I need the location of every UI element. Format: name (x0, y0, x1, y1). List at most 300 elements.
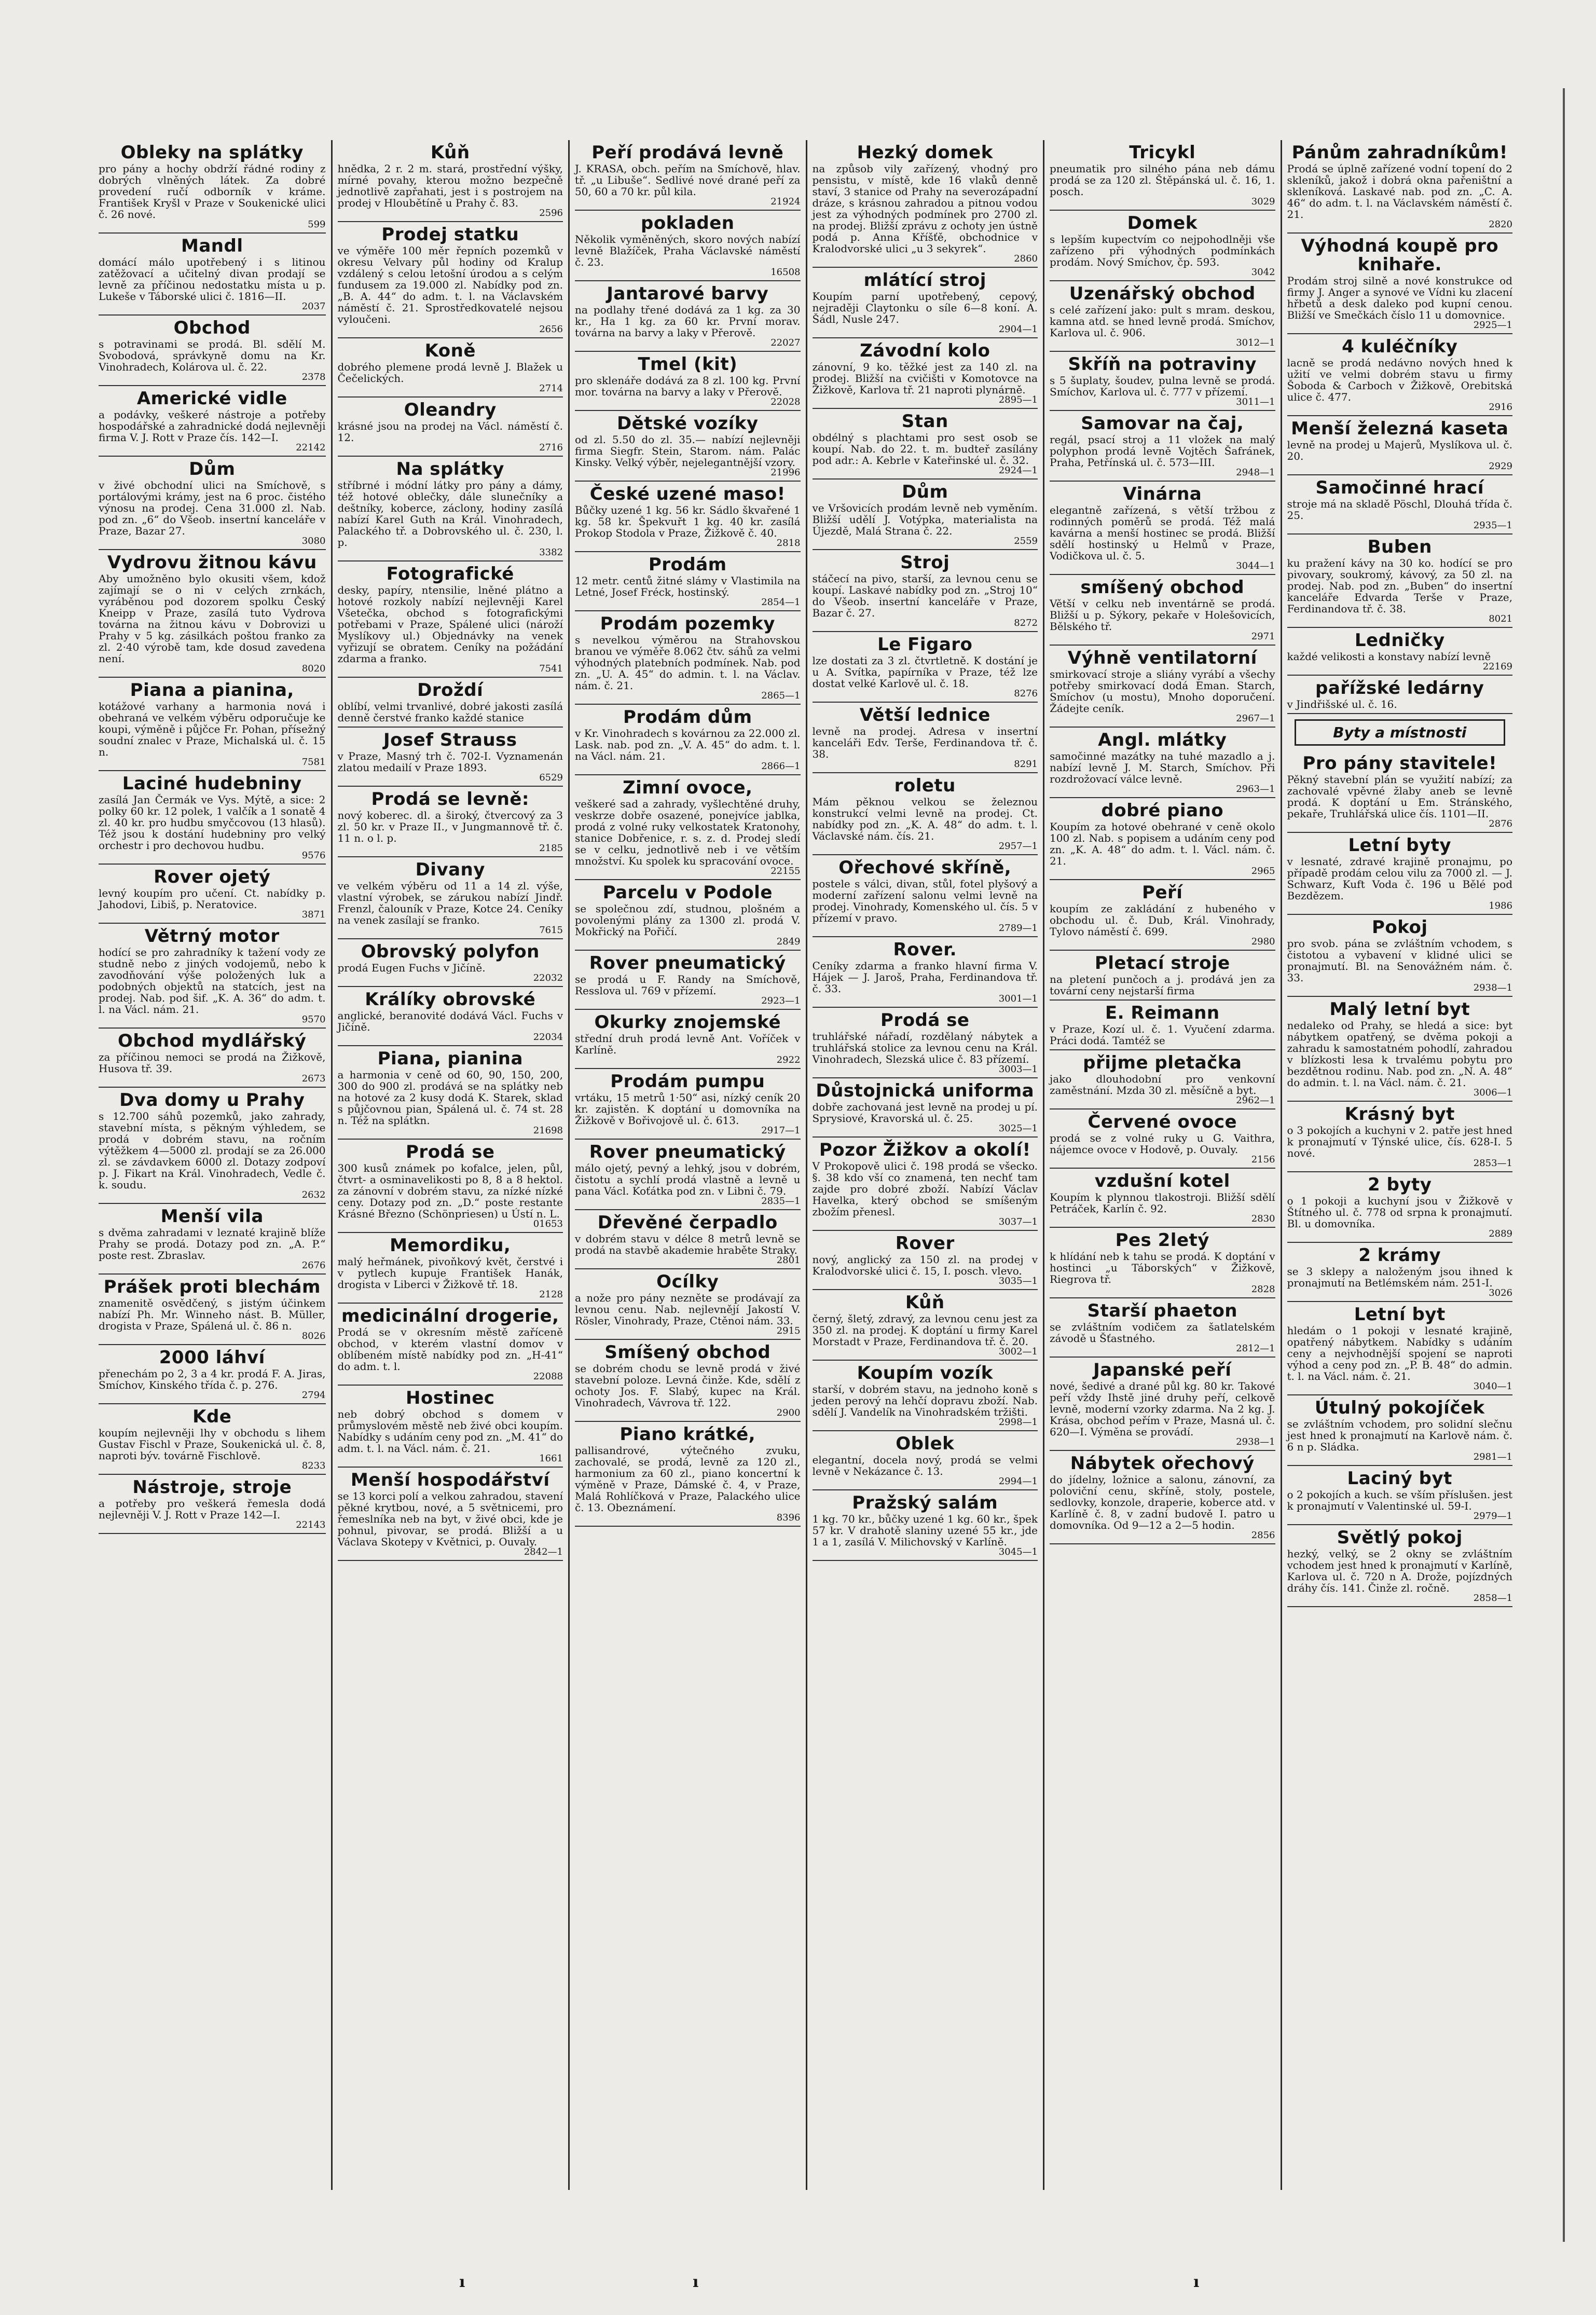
ad-number: 22155 (771, 866, 801, 876)
ad-heading: Samočinné hrací (1315, 477, 1484, 498)
ad-heading: dobré piano (1101, 800, 1224, 821)
classified-ad (1050, 1358, 1275, 1451)
ad-heading: Rover. (893, 939, 957, 960)
ad-heading: Hezký domek (857, 142, 993, 163)
classified-ad (1050, 1050, 1275, 1109)
classified-ad (338, 1386, 563, 1468)
ad-number: 3045—1 (998, 1546, 1038, 1557)
ad-heading: Tricykl (1129, 142, 1196, 163)
classified-ad (813, 140, 1038, 268)
ad-heading: Vinárna (1123, 484, 1202, 504)
ad-heading: Menší vila (160, 1206, 264, 1227)
classified-ad (338, 561, 563, 678)
classified-ad (813, 550, 1038, 632)
ad-body: se dobrém chodu se levně prodá v živé stavební poloze. Levná činže. Kde, sdělí z ochoty Jos. F. Slabý, kupec na Král. Vinohradech, Vávrova tř. 122. (575, 1362, 801, 1409)
classified-ad (813, 1490, 1038, 1561)
classified-ad (338, 857, 563, 939)
ad-heading: Kůň (430, 142, 470, 163)
ad-number: 2714 (539, 383, 563, 394)
classified-ad (99, 234, 326, 316)
ad-number: 2559 (1014, 536, 1038, 546)
ad-body: hodící se pro zahradníky k tažení vody ze studně nebo z jiných vodojemů, nebo k zavodňování výše položených luk a podobných objektů na statcích, jest na prodej. Nab. pod šif. „K. A. 36“ do adm. t. l. na Václ. nám. 21. (99, 946, 326, 1016)
ad-body: Větší v celku neb inventárně se prodá. Bližší u p. Sýkory, pekaře v Holešovicích, Bělského tř. (1050, 597, 1275, 633)
ad-number: 2185 (539, 843, 563, 854)
classified-ad (99, 457, 326, 550)
ad-body: se zvláštním vodičem za šatlatelském závodě u Šťastného. (1050, 1321, 1275, 1345)
ad-body: 300 kusů známek po kofalce, jelen, půl, čtvrt- a osminavelikosti po 8, 8 a 8 hektol. za zánovní v dobrém stavu, za nízké nízké ceny. Dotazy pod zn. „D.“ poste restante Krásné Březno (Schönpriesen) u Ústí n. L. (337, 1162, 563, 1220)
classified-ad (1050, 352, 1275, 411)
ad-number: 2971 (1251, 631, 1275, 642)
page-mark: ı (1193, 2273, 1200, 2291)
classified-ad (99, 865, 326, 924)
ad-column (1043, 140, 1281, 2190)
ad-column (93, 140, 331, 2190)
ad-body: levně na prodej u Majerů, Myslíkova ul. č. 20. (1287, 439, 1512, 462)
ad-number: 2789—1 (998, 923, 1038, 934)
ad-heading: Parcelu v Podole (602, 882, 773, 903)
classified-ad (338, 457, 563, 561)
ad-body: na pletení punčoch a j. prodává jen za tovární ceny nejstarší firma (1050, 973, 1275, 997)
ad-heading: Domek (1127, 213, 1198, 234)
ad-heading: Peří (1142, 882, 1183, 903)
ad-body: o 1 pokoji a kuchyní jsou v Žižkově v Štítného ul. č. 778 od srpna k pronajmutí. Bl. u domovníka. (1287, 1195, 1512, 1230)
ad-heading: 2 byty (1368, 1174, 1432, 1195)
ad-number: 3006—1 (1473, 1087, 1512, 1098)
ad-number: 3012—1 (1236, 337, 1275, 348)
ad-heading: Pletací stroje (1094, 953, 1230, 974)
ad-body: desky, papíry, ntensilie, lněné plátno a hotové rozkoly nabízí nejlevněji Karel Všetečka, obchod s fotografickými potřebami v Praze, Spálené ulici (nároží Myslíkovy ul.) Objednávky na venek vyřizují se obratem. Ceníky na požádání zdarma a franko. (337, 584, 563, 665)
ad-heading: Na splátky (396, 459, 504, 480)
ad-body: obdélný s plachtami pro sest osob se koupí. Nab. do 22. t. m. budteř zasílány pod adr.: A. Kebrle v Kateřinské ul. č. 32. (812, 431, 1038, 467)
ad-body: černý, šletý, zdravý, za levnou cenu jest za 350 zl. na prodej. K doptání u firmy Karel Morstadt v Praze, Ferdinandova tř. č. 20. (812, 1312, 1038, 1348)
classified-ad (338, 140, 563, 222)
ad-number: 16508 (771, 267, 801, 278)
ad-heading: E. Reimann (1105, 1003, 1220, 1023)
ad-number: 7615 (539, 925, 563, 936)
ad-number: 8396 (776, 1512, 801, 1523)
ad-heading: Krásný byt (1344, 1104, 1455, 1125)
ad-body: pneumatik pro silného pána neb dámu prodá se za 120 zl. Štěpánská ul. č. 16, 1. posch. (1050, 162, 1275, 198)
ad-body: nedaleko od Prahy, se hledá a sice: byt nábytkem opatřený, se dvěma pokoji a zahradu k samostatném pohodlí, zahradou v blízkosti lesa k trvalému pobytu pro bezdětnou rodinu. Nab. pod zn. „N. A. 48“ do admin. t. l. na Václ. nám. č. 21. (1287, 1019, 1512, 1089)
ad-number: 8272 (1014, 618, 1038, 628)
ad-number: 2632 (301, 1189, 326, 1200)
ad-heading: Malý letní byt (1329, 999, 1470, 1020)
ad-heading: Stan (901, 411, 948, 432)
ad-body: se prodá u F. Randy na Smíchově, Resslova ul. 769 v přízemí. (575, 973, 801, 997)
ad-heading: Stroj (900, 552, 950, 573)
ad-body: se zvláštním vchodem, pro solidní slečnu jest hned k pronajmutí na Karlově nám. č. 6 n p. Sládka. (1287, 1418, 1512, 1453)
classified-ad (575, 411, 801, 482)
ad-heading: Větrný motor (144, 926, 280, 947)
ad-heading: Prodá se (880, 1010, 970, 1031)
ad-heading: Josef Strauss (383, 730, 517, 750)
ad-heading: přijme pletačka (1083, 1052, 1242, 1073)
classified-ad (575, 1010, 801, 1069)
ad-heading: Dřevěné čerpadlo (597, 1212, 778, 1233)
ad-number: 22028 (771, 396, 801, 407)
ad-number: 01653 (533, 1218, 563, 1229)
classified-ad (338, 678, 563, 728)
ad-number: 2938—1 (1473, 982, 1512, 993)
ad-body: v Jindřišské ul. č. 16. (1287, 698, 1397, 710)
ad-number: 2980 (1251, 936, 1275, 947)
ad-heading: Pražský salám (852, 1492, 998, 1513)
ad-heading: Memordiku, (390, 1235, 511, 1256)
ad-body: regál, psací stroj a 11 vložek na malý polyphon prodá levně Vojtěch Šafránek, Praha, Petřínská ul. č. 573—III. (1050, 433, 1275, 469)
ad-column (806, 140, 1043, 2190)
classified-ad (813, 937, 1038, 1008)
ad-number: 22032 (533, 972, 563, 983)
ad-body: a podávky, veškeré nástroje a potřeby hospodářské a zahradnické dodá nejlevněji firma V. J. Rott v Praze čís. 142—I. (99, 408, 326, 444)
ad-number: 3044—1 (1236, 560, 1275, 571)
ad-heading: Útulný pokojíček (1314, 1398, 1485, 1418)
ad-heading: Obleky na splátky (120, 142, 304, 163)
ad-column (1281, 140, 1518, 2190)
ad-heading: Piana a pianina, (130, 680, 294, 701)
classified-ad (1050, 575, 1275, 646)
classified-ad (1287, 140, 1513, 234)
ad-body: krásné jsou na prodej na Václ. náměstí č. 12. (337, 420, 563, 444)
classified-ad (1287, 833, 1513, 915)
classified-ad (338, 939, 563, 987)
ad-heading: Pro pány stavitele! (1302, 753, 1497, 774)
classified-ad (99, 1345, 326, 1404)
classified-ad (99, 140, 326, 234)
classified-ad (99, 1088, 326, 1204)
classified-ad (99, 386, 326, 457)
classified-ad (1287, 1243, 1513, 1302)
ad-heading: Dům (902, 482, 948, 502)
ad-number: 2830 (1251, 1213, 1275, 1224)
classified-ad (575, 1422, 801, 1527)
ad-body: dobrého plemene prodá levně J. Blažek u Čečelických. (337, 361, 563, 385)
classified-ad (1287, 475, 1513, 535)
ad-body: jako dlouhodobní pro venkovní zaměstnání. Mzda 30 zl. měsíčně a byt. (1050, 1073, 1275, 1097)
ad-number: 2965 (1251, 866, 1275, 876)
ad-body: Prodá se úplně zařízené vodní topení do 2 skleníků, jakož i dobrá okna pařeništní a skleníková. Laskavé nab. pod zn. „C. A. 46“ do adm. t. l. na Václavském náměstí č. 21. (1287, 162, 1512, 221)
ad-body: s lepším kupectvím co nejpohodlněji vše zařízeno při výhodných podmínkách prodám. Nový Smíchov, čp. 593. (1050, 233, 1275, 268)
ad-heading: Samovar na čaj, (1081, 413, 1244, 434)
classified-ad (575, 281, 801, 352)
ad-heading: Rover pneumatický (589, 1142, 786, 1162)
ad-body: Několik vyměněných, skoro nových nabízí levně Blažíček, Praha Václavské náměstí č. 23. (575, 233, 801, 268)
ad-heading: Dětské vozíky (616, 413, 759, 434)
ad-number: 2860 (1014, 253, 1038, 264)
classified-ad (338, 1140, 563, 1233)
ad-number: 8020 (301, 663, 326, 674)
ad-number: 2967—1 (1236, 713, 1275, 724)
ad-number: 2037 (301, 301, 326, 312)
ad-body: koupím nejlevněji lhy v obchodu s lihem Gustav Fischl v Praze, Soukenická ul. č. 8, naproti býv. továrně Fischlově. (99, 1427, 326, 1462)
ad-body: smirkovací stroje a sliány vyrábí a všechy potřeby smirkovací dodá Eman. Starch, Smíchov (u mostu), Mnoho doporučení. Žádejte ceník. (1050, 668, 1275, 715)
ad-number: 2922 (776, 1054, 801, 1065)
classified-ad (338, 1046, 563, 1140)
ad-number: 21698 (533, 1125, 563, 1136)
ad-heading: České uzené maso! (589, 484, 786, 504)
ad-number: 2656 (539, 324, 563, 335)
classified-ad (813, 632, 1038, 703)
classified-ad (575, 482, 801, 552)
ad-heading: Světlý pokoj (1337, 1527, 1463, 1548)
ad-number: 2596 (539, 208, 563, 218)
classified-ad (575, 211, 801, 281)
ad-number: 22142 (296, 442, 326, 453)
ad-number: 2858—1 (1473, 1593, 1512, 1604)
ad-number: 8291 (1014, 759, 1038, 770)
ad-heading: Obchod mydlářský (118, 1031, 307, 1051)
ad-number: 2923—1 (761, 995, 801, 1006)
classified-ad (1287, 751, 1513, 833)
ad-body: levný koupím pro učení. Ct. nabídky p. Jahodovi, Libiš, p. Neratovice. (99, 887, 326, 911)
ad-body: nový koberec. dl. a široký, čtvercový za 3 zl. 50 kr. v Praze II., v Jungmannově tř. č. 11 n. o l. p. (337, 809, 563, 844)
ad-body: s potravinami se prodá. Bl. sdělí M. Svobodová, správkyně domu na Kr. Vinohradech, Kolárova ul. č. 22. (99, 338, 326, 373)
ad-number: 3025—1 (998, 1123, 1038, 1134)
classified-ad (813, 1431, 1038, 1490)
ad-body: o 2 pokojích a kuch. se vším příslušen. jest k pronajmutí v Valentinské ul. 59-I. (1287, 1488, 1512, 1512)
ad-body: anglické, beranovité dodává Václ. Fuchs v Jičíně. (337, 1009, 563, 1033)
ad-number: 2916 (1489, 402, 1512, 413)
ad-body: ve výměře 100 měr řepních pozemků v okresu Velvary půl hodiny od Kralup vzdálený s celou letošní úrodou a s celým fundusem za 19.000 zl. Nabídky pod zn. „B. A. 44“ do adm. t. l. na Václavském náměstí č. 21. Sprostředkovatelé nejsou vyloučeni. (337, 244, 563, 325)
ad-number: 2794 (301, 1390, 326, 1401)
ad-number: 9570 (301, 1014, 326, 1025)
ad-number: 8276 (1014, 688, 1038, 699)
ad-heading: Piana, pianina (377, 1048, 523, 1069)
classified-ad (338, 398, 563, 457)
ad-heading: 2000 láhví (159, 1347, 265, 1368)
classified-ad (813, 1361, 1038, 1431)
ad-body: neb dobrý obchod s domem v průmyslovém městě neb živé obci koupím. Nabídky s udáním ceny pod zn. „M. 41“ do adm. t. l. na Václ. nám. č. 21. (337, 1408, 563, 1455)
ad-body: elegantní, docela nový, prodá se velmi levně v Nekázance č. 13. (812, 1454, 1038, 1477)
classified-ad (1050, 1298, 1275, 1358)
classified-ad (1050, 211, 1275, 281)
ad-heading: Buben (1367, 537, 1432, 557)
ad-body: na podlahy třené dodává za 1 kg. za 30 kr., Ha 1 kg. za 60 kr. První morav. továrna na barvy a laky v Přerově. (575, 304, 801, 339)
ad-heading: Nábytek ořechový (1070, 1453, 1255, 1474)
classified-ad (575, 775, 801, 880)
ad-heading: Nástroje, stroje (132, 1477, 292, 1498)
ad-number: 2889 (1489, 1228, 1512, 1239)
ad-number: 2963—1 (1236, 784, 1275, 795)
ad-heading: Vydrovu žitnou kávu (107, 552, 317, 573)
ad-heading: Japanské peří (1093, 1360, 1232, 1380)
ad-number: 2128 (539, 1289, 563, 1300)
ad-body: se 3 sklepy a naloženým jsou ihned k pronajmutí na Betlémském nám. 251-I. (1287, 1265, 1512, 1289)
classified-ad (338, 222, 563, 338)
ad-number: 2925—1 (1473, 320, 1512, 331)
ad-number: 8026 (301, 1331, 326, 1341)
classified-ad (338, 728, 563, 787)
classified-ad (575, 1210, 801, 1269)
classified-ad (813, 773, 1038, 855)
ad-column (568, 140, 806, 2190)
ad-body: zánovní, 9 ko. těžké jest za 140 zl. na prodej. Bližší na cvičišti v Komotovce na Žižkově, Karlova tř. 21 naproti plynárně. (812, 361, 1038, 396)
ad-number: 2962—1 (1236, 1095, 1275, 1106)
ad-number: 3026 (1489, 1287, 1512, 1298)
classified-ad (1287, 1466, 1513, 1525)
ad-heading: Uzenářský obchod (1069, 283, 1256, 304)
ad-body: nové, šedivé a drané půl kg. 80 kr. Takové peří vždy Ihstě jiné druhy peří, celkově levně, moderní vzorky zdarma. Na 2 kg. J. Krása, obchod peřím v Praze, Masná ul. č. 620—I. Výměna se provádí. (1050, 1380, 1275, 1438)
classified-ad (99, 1029, 326, 1088)
ad-body: s nevelkou výměrou na Strahovskou branou ve výměře 8.062 čtv. sáhů za velmi výhodných platebních podmínek. Nab. pod zn. „U. A. 45“ do admin. t. l. na Václav. nám. č. 21. (575, 634, 801, 692)
ad-heading: Angl. mlátky (1098, 730, 1227, 750)
ad-heading: Le Figaro (877, 634, 973, 655)
ad-number: 2979—1 (1473, 1511, 1512, 1522)
ad-number: 2818 (776, 538, 801, 549)
classified-ad (1050, 1109, 1275, 1169)
ad-number: 2915 (776, 1325, 801, 1336)
ad-heading: Ocílky (656, 1271, 719, 1292)
ad-heading: Výhně ventilatorní (1067, 648, 1257, 668)
classified-ad (1287, 234, 1513, 334)
classified-ad (338, 1468, 563, 1561)
ad-body: samočinné mazátky na tuhé mazadlo a j. nabízí levně J. M. Starch, Smíchov. Při rozdrožovací válce levně. (1050, 750, 1275, 785)
classified-ad (813, 1231, 1038, 1290)
ad-body: za příčinou nemoci se prodá na Žižkově, Husova tř. 39. (99, 1051, 326, 1075)
ad-heading: Droždí (417, 680, 484, 701)
ad-number: 2856 (1251, 1530, 1275, 1541)
ad-number: 2957—1 (998, 841, 1038, 852)
ad-body: znamenitě osvědčený, s jistým účinkem nabízí Ph. Mr. Winneho nást. B. Müller, drogista v Praze, Spálená ul. č. 86 n. (99, 1297, 326, 1332)
classified-ad (1287, 628, 1513, 676)
classified-ad (338, 338, 563, 398)
ad-body: v živé obchodní ulici na Smíchově, s portálovými krámy, jest na 6 proc. čistého výnosu na prodej. Cena 31.000 zl. Nab. pod zn. „6“ do Všeob. insertní kanceláře v Praze, Bazar 27. (99, 479, 326, 537)
ad-heading: Králíky obrovské (365, 989, 536, 1010)
classified-ad (99, 678, 326, 771)
ad-body: v Kr. Vinohradech s kovárnou za 22.000 zl. Lask. nab. pod zn. „V. A. 45“ do adm. t. l. na Václ. nám. 21. (575, 727, 801, 762)
ad-heading: Okurky znojemské (594, 1012, 781, 1033)
ad-number: 3042 (1251, 267, 1275, 278)
ad-number: 2835—1 (761, 1196, 801, 1207)
ad-number: 2929 (1489, 461, 1512, 472)
ad-heading: Prodám pozemky (600, 613, 775, 634)
ad-number: 2938—1 (1236, 1436, 1275, 1447)
classified-ad (813, 1290, 1038, 1361)
ad-heading: Závodní kolo (860, 340, 990, 361)
ad-number: 8233 (301, 1460, 326, 1471)
ad-heading: Výhodná koupě pro knihaře. (1301, 236, 1499, 275)
ad-heading: Koupím vozík (857, 1363, 993, 1383)
classified-ad (575, 1340, 801, 1422)
page-edge (1563, 88, 1565, 2242)
ad-number: 2981—1 (1473, 1451, 1512, 1462)
ad-number: 22034 (533, 1032, 563, 1043)
ad-number: 2853—1 (1473, 1158, 1512, 1169)
ad-heading: mlátící stroj (863, 270, 986, 291)
ad-body: lacně se prodá nedávno nových hned k užití ve velmi dobrém stavu u firmy Šoboda & Carboch v Žižkově, Orebitská ulice č. 477. (1287, 357, 1512, 403)
classified-ad (1050, 1001, 1275, 1050)
ad-body: s celé zařízení jako: pult s mram. deskou, kamna atd. se hned levně prodá. Smíchov, Karlova ul. č. 906. (1050, 304, 1275, 339)
classified-ad (338, 1304, 563, 1386)
ad-number: 3002—1 (998, 1346, 1038, 1357)
classified-ad (1050, 951, 1275, 1001)
ad-body: se společnou zdí, studnou, plošném a povolenými plány za 1300 zl. prodá V. Mokřický na Pořičí. (575, 902, 801, 938)
ad-body: v dobrém stavu v délce 8 metrů levně se prodá na stavbě akademie hraběte Straky. (575, 1232, 801, 1256)
ad-body: s dvěma zahradami v leznaté krajině blíže Prahy se prodá. Dotazy pod zn. „A. P.“ poste rest. Zbraslav. (99, 1226, 326, 1262)
ad-body: Aby umožněno bylo okusiti všem, kdož zajímají se o ni v celých zrnkách, vyráběnou pod dozorem spolku Český Kneipp v Praze, zasílá tuto Vydrova továrna na žitnou kávu v Dobrovizi u Prahy v 5 kg. zásilkách poštou franko za zl. 2·40 výrobě tam, kde dosud zavedena není. (99, 572, 326, 665)
ad-number: 21996 (771, 467, 801, 478)
ad-heading: pařížské ledárny (1315, 678, 1484, 698)
ad-number: 2998—1 (998, 1417, 1038, 1428)
ad-body: elegantně zařízená, s větší tržbou z rodinných poměrů se prodá. Též malá kavárna a menší hostinec se prodá. Bližší sdělí hostinský u Helmů v Praze, Vodičkova ul. č. 5. (1050, 504, 1275, 562)
classified-ad (1050, 411, 1275, 482)
ad-heading: vzdušní kotel (1094, 1171, 1230, 1191)
ad-number: 2994—1 (998, 1476, 1038, 1487)
ad-body: střední druh prodá levně Ant. Voříček v Karlíně. (575, 1032, 801, 1056)
ad-number: 2820 (1489, 219, 1512, 230)
ad-number: 7581 (301, 757, 326, 768)
classified-ad (1050, 646, 1275, 728)
ad-number: 2895—1 (998, 394, 1038, 405)
ad-heading: Oleandry (404, 400, 497, 420)
ad-body: vrtáku, 15 metrů 1·50“ asi, nízký ceník 20 kr. zajistěn. K doptání u domovníka na Žižkově v Bořivojově ul. č. 613. (575, 1091, 801, 1127)
ad-heading: Kde (192, 1406, 232, 1427)
classified-ad (575, 552, 801, 611)
ad-number: 2876 (1489, 818, 1512, 829)
classified-ad (1050, 482, 1275, 575)
classified-ad (1050, 880, 1275, 951)
classified-ad (575, 705, 801, 775)
classified-ad (575, 951, 801, 1010)
classified-ad (1287, 997, 1513, 1102)
ad-body: od zl. 5.50 do zl. 35.— nabízí nejlevněji firma Siegfr. Stein, Starom. nám. Palác Kinsky. Velký výběr, nejelegantnější vzory. (575, 433, 801, 469)
ad-body: Koupím parní upotřebený, cepový, nejraději Claytonku o síle 6—8 koní. A. Šádl, Nusle 247. (812, 290, 1038, 325)
classified-ad (338, 1233, 563, 1304)
ad-number: 1986 (1489, 900, 1512, 911)
ad-number: 2900 (776, 1407, 801, 1418)
ad-body: stříbrné i módní látky pro pány a dámy, též hotové oblečky, dále slunečníky a deštníky, koberce, záclony, hodiny zasílá nabízí Karel Guth na Král. Vinohradech, Palackého tř. a Dobrovského ul. č. 230, l. p. (337, 479, 563, 549)
ad-heading: Smíšený obchod (604, 1342, 771, 1363)
ad-heading: Skříň na potraviny (1068, 354, 1257, 375)
ad-number: 22027 (771, 337, 801, 348)
ad-heading: Menší hospodářství (350, 1470, 550, 1490)
ad-body: Prodá se v okresním městě zaříceně obchod, v kterém vlastní domov v oblíbeném místě nabídky pod zn. „H-41“ do adm. t. l. (337, 1326, 563, 1373)
ad-body: pro pány a hochy obdrží řádné rodiny z dobrých vlněných látek. Za dobré provedení ručí odborník v kráme. František Kryšl v Praze v Soukenické ulici č. 26 nové. (99, 162, 326, 221)
classified-ad (1050, 1169, 1275, 1228)
classified-ad (813, 855, 1038, 937)
classified-ad (1287, 1525, 1513, 1607)
ad-heading: Pokoj (1372, 917, 1428, 938)
ad-heading: Peří prodává levně (591, 142, 784, 163)
classified-ad (99, 1404, 326, 1475)
ad-body: v Praze, Kozí ul. č. 1. Vyučení zdarma. Práci dodá. Tamtéž se (1050, 1023, 1275, 1047)
classified-ad (1287, 535, 1513, 628)
ad-number: 3040—1 (1473, 1381, 1512, 1392)
ad-heading: Starší phaeton (1087, 1300, 1238, 1321)
ad-body: hnědka, 2 r. 2 m. stará, prostřední výšky, mírné povahy, kterou možno bezpečně jednotlivě zapřahati, jest i s postrojem na prodej v Hloubětíně u Prahy č. 83. (337, 162, 563, 209)
ad-number: 3029 (1251, 196, 1275, 207)
ad-number: 9576 (301, 850, 326, 861)
ad-number: 2854—1 (761, 597, 801, 608)
classified-ad (575, 611, 801, 705)
classified-ad (813, 338, 1038, 409)
ad-body: stroje má na skladě Pöschl, Dlouhá třída č. 25. (1287, 498, 1512, 522)
ad-body: hezký, velký, se 2 okny se zvláštním vchodem jest hned k pronajmutí v Karlíně, Karlova ul. č. 720 n A. Drože, pojízdných dráhy čís. 141. Činže zl. ročně. (1287, 1547, 1512, 1594)
page-mark: ı (459, 2273, 465, 2291)
ad-heading: Laciné hudebniny (122, 773, 302, 794)
ad-body: prodá se z volné ruky u G. Vaithra, nájemce ovoce v Hodově, p. Ouvaly. (1050, 1132, 1275, 1156)
ad-body: nový, anglický za 150 zl. na prodej v Kralodvorské ulici č. 15, I. posch. vlevo. (812, 1253, 1038, 1277)
ad-heading: Hostinec (406, 1388, 495, 1408)
classified-ad (99, 924, 326, 1029)
classified-ad (1050, 728, 1275, 798)
classified-ad (1287, 1102, 1513, 1172)
ad-number: 7541 (539, 663, 563, 674)
ad-body: v lesnaté, zdravé krajině pronajmu, po případě prodám celou vilu za 7000 zl. — J. Schwarz, Kuft Voda č. 196 u Bělé pod Bezdězem. (1287, 855, 1512, 902)
classified-ad (1287, 334, 1513, 416)
page-mark: ı (693, 2273, 699, 2291)
ad-heading: Pozor Žižkov a okolí! (819, 1140, 1031, 1160)
ad-body: a potřeby pro veškerá řemesla dodá nejlevněji V. J. Rott v Praze 142—I. (99, 1497, 326, 1521)
